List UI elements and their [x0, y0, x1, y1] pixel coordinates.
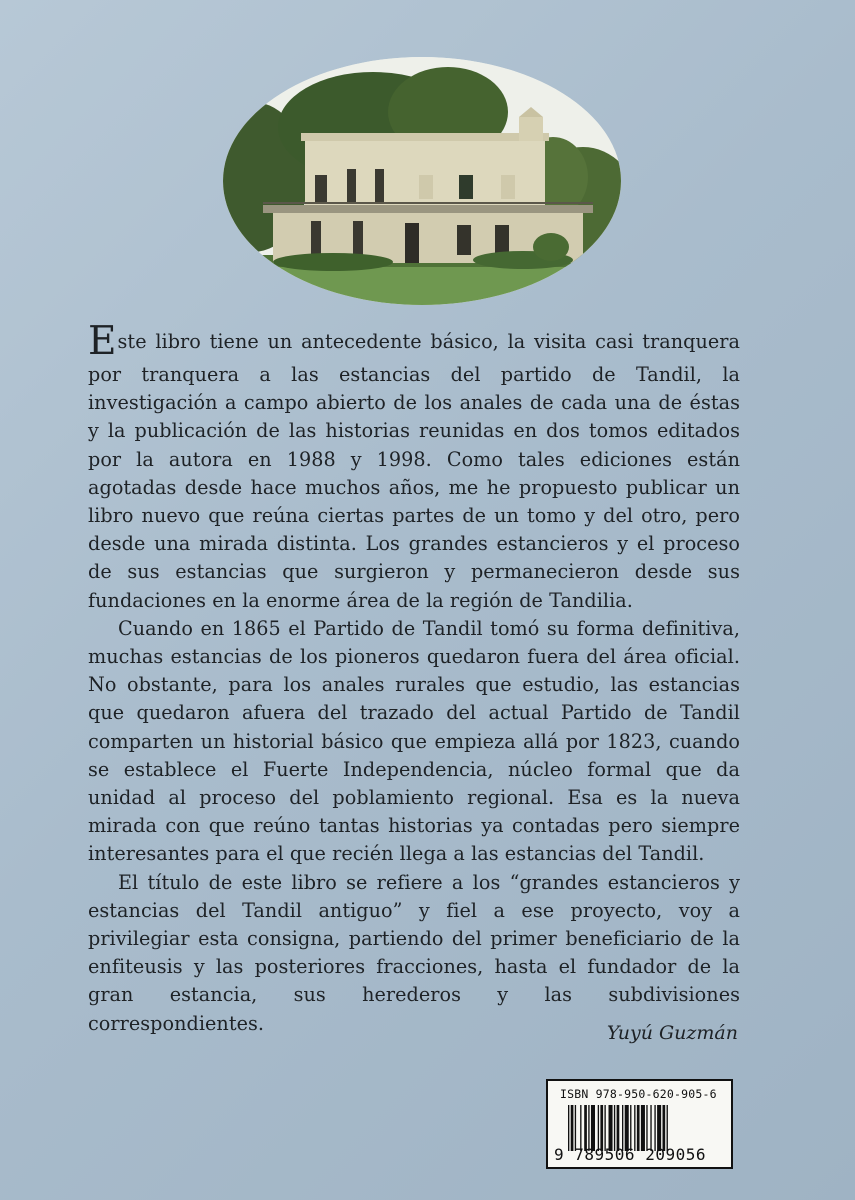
paragraph-1 [88, 319, 740, 615]
drop-cap: E [88, 319, 117, 364]
isbn-label: ISBN 978-950-620-905-6 [560, 1087, 717, 1101]
paragraph-1-body: ste libro tiene un antecedente básico, la visita casi tranquera por tranquera a las estancias del partido de Tandil, la investigación a campo abierto de los anales de cada una de éstas y la publicación de las historias reunidas en dos tomos editados por la autora en 1988 y 1998. Como tales ediciones están agotadas desde hace muchos años, me he propuesto publicar un libro nuevo que reúna ciertas partes de un tomo y del otro, pero desde una mirada distinta. Los grandes estancieros y el proceso de sus estancias que surgieron y permanecieron desde sus fundaciones en la enorme área de la región de Tandilia. [88, 330, 740, 612]
paragraph-2: Cuando en 1865 el Partido de Tandil tomó su forma definitiva, muchas estancias de los pioneros quedaron fuera del área oficial. No obstante, para los anales rurales que estudio, las estancias que quedaron afuera del trazado del actual Partido de Tandil comparten un historial básico que empieza allá por 1823, cuando se establece el Fuerte Independencia, núcleo formal que da unidad al proceso del poblamiento regional. Esa es la nueva mirada con que reúno tantas historias ya contadas pero siempre interesantes para el que recién llega a las estancias del Tandil. [88, 616, 740, 866]
barcode-digits: 9 789506 209056 [554, 1145, 706, 1164]
estancia-house-photo [223, 57, 621, 305]
back-cover-text [88, 319, 740, 1038]
isbn-barcode [546, 1079, 733, 1169]
paragraph-3: El título de este libro se refiere a los “grandes estancieros y estancias del Tandil antiguo” y fiel a ese proyecto, voy a privilegiar esta consigna, partiendo del primer beneficiario de la enfiteusis y las posteriores fracciones, hasta el fundador de la gran estancia, sus herederos y las subdivisiones correspondientes. [88, 870, 740, 1035]
author-signature: Yuyú Guzmán [606, 1022, 738, 1044]
